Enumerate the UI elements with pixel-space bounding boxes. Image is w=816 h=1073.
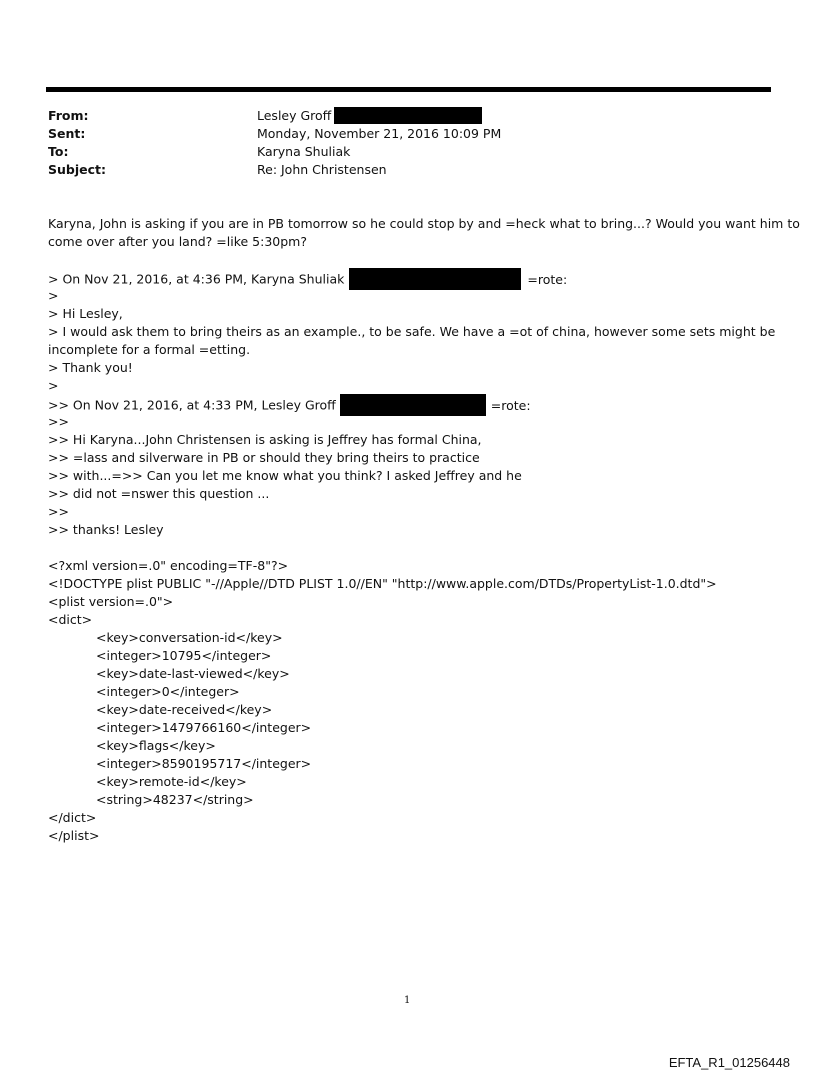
plist-entry: <key>remote-id</key> [96, 774, 247, 789]
plist-close-tag: </plist> [48, 828, 100, 843]
plist-doctype: <!DOCTYPE plist PUBLIC "-//Apple//DTD PLIST 1.0//EN" "http://www.apple.com/DTDs/PropertyList-1.0.dtd"> [48, 576, 717, 591]
subject-label: Subject: [48, 162, 106, 177]
plist-entry: <key>flags</key> [96, 738, 216, 753]
plist-open-tag: <plist version=.0"> [48, 594, 174, 609]
quote-line: >> thanks! Lesley [48, 522, 164, 537]
quote-line: incomplete for a formal =etting. [48, 342, 251, 357]
redaction-block [340, 394, 486, 416]
quote-header [48, 269, 567, 291]
quote-line: > [48, 288, 59, 303]
quote-header-text: >> On Nov 21, 2016, at 4:33 PM, Lesley Groff [48, 397, 336, 413]
quote-line: > Hi Lesley, [48, 306, 123, 321]
document-id: EFTA_R1_01256448 [668, 1055, 790, 1070]
dict-open-tag: <dict> [48, 612, 93, 627]
plist-entry: <key>conversation-id</key> [96, 630, 283, 645]
redaction-block [349, 268, 521, 290]
subject-row [48, 161, 748, 179]
quote-header-suffix: =rote: [490, 397, 531, 413]
quote-line: >> with...=>> Can you let me know what you think? I asked Jeffrey and he [48, 468, 522, 483]
from-row [48, 107, 748, 125]
from-name: Lesley Groff [257, 108, 332, 123]
plist-xml-declaration: <?xml version=.0" encoding=TF-8"?> [48, 558, 289, 573]
to-value: Karyna Shuliak [257, 144, 351, 159]
plist-entry: <integer>8590195717</integer> [96, 756, 312, 771]
to-row [48, 143, 748, 161]
plist-entry: <integer>10795</integer> [96, 648, 272, 663]
redaction-block [334, 107, 482, 124]
quote-line: >> =lass and silverware in PB or should they bring theirs to practice [48, 450, 480, 465]
message-line: come over after you land? =like 5:30pm? [48, 234, 307, 249]
quote-line: > Thank you! [48, 360, 133, 375]
plist-entry: <key>date-received</key> [96, 702, 273, 717]
page-number: 1 [404, 995, 411, 1006]
plist-entry: <string>48237</string> [96, 792, 254, 807]
quote-header-text: > On Nov 21, 2016, at 4:36 PM, Karyna Shuliak [48, 271, 345, 287]
quote-line: > [48, 378, 59, 393]
subject-value: Re: John Christensen [257, 162, 387, 177]
quote-line: >> [48, 414, 69, 429]
from-value [257, 107, 482, 125]
quote-line: >> did not =nswer this question ... [48, 486, 270, 501]
quote-line: >> [48, 504, 69, 519]
quote-header-suffix: =rote: [527, 271, 568, 287]
plist-entry: <integer>0</integer> [96, 684, 240, 699]
sent-label: Sent: [48, 126, 86, 141]
dict-close-tag: </dict> [48, 810, 97, 825]
plist-entry: <key>date-last-viewed</key> [96, 666, 290, 681]
from-label: From: [48, 108, 89, 123]
to-label: To: [48, 144, 69, 159]
quote-header [48, 395, 531, 417]
plist-entry: <integer>1479766160</integer> [96, 720, 312, 735]
quote-line: > I would ask them to bring theirs as an example., to be safe. We have a =ot of china, however some sets might be [48, 324, 776, 339]
sent-value: Monday, November 21, 2016 10:09 PM [257, 126, 502, 141]
quote-line: >> Hi Karyna...John Christensen is asking is Jeffrey has formal China, [48, 432, 482, 447]
sent-row [48, 125, 748, 143]
message-line: Karyna, John is asking if you are in PB tomorrow so he could stop by and =heck what to bring...? Would you want him to [48, 216, 800, 231]
header-rule [46, 87, 771, 92]
